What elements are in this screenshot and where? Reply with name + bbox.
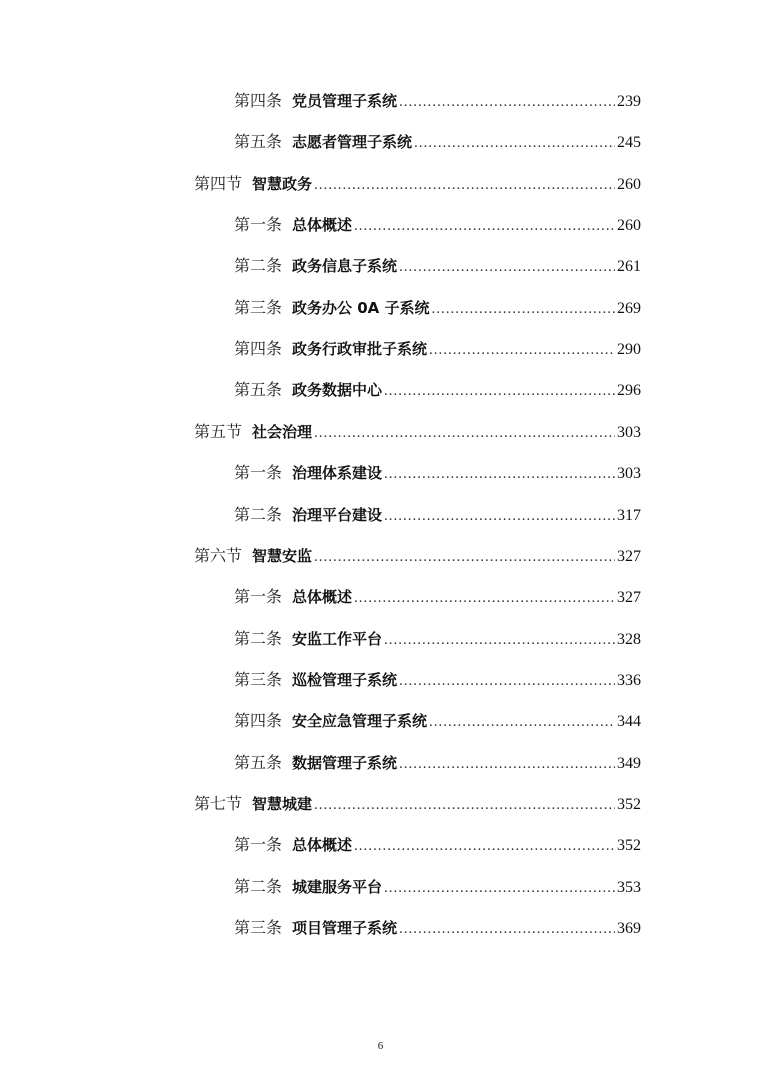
toc-entry-label: 第五节 [194, 423, 243, 441]
toc-entry-title: 社会治理 [252, 422, 313, 441]
toc-entry-label: 第三条 [234, 299, 283, 317]
toc-entry-page: 261 [617, 258, 641, 276]
toc-entry-page: 260 [617, 175, 641, 193]
toc-entry-page: 353 [617, 878, 641, 896]
toc-entry-label: 第四条 [234, 713, 283, 731]
toc-article-entry [234, 129, 641, 155]
toc-dot-leader [384, 378, 615, 404]
toc-entry-title: 治理平台建设 [292, 505, 383, 524]
toc-article-entry [234, 377, 641, 403]
toc-dot-leader [432, 296, 615, 322]
toc-entry-label: 第五条 [234, 382, 283, 400]
toc-entry-label: 第三条 [234, 671, 283, 689]
toc-article-entry [234, 295, 641, 321]
toc-section-entry [194, 543, 641, 569]
toc-entry-page: 328 [617, 630, 641, 648]
toc-entry-label: 第七节 [194, 795, 243, 813]
toc-entry-label: 第三条 [234, 920, 283, 937]
toc-dot-leader [399, 751, 615, 777]
toc-article-entry [234, 708, 641, 734]
toc-entry-page: 327 [617, 589, 641, 607]
toc-dot-leader [399, 89, 615, 115]
toc-entry-page: 290 [617, 341, 641, 359]
toc-entry-label: 第四节 [194, 175, 243, 193]
toc-dot-leader [314, 792, 615, 818]
toc-section-entry [194, 419, 641, 445]
toc-entry-page: 349 [617, 754, 641, 772]
toc-dot-leader [314, 420, 615, 446]
toc-article-entry [234, 832, 641, 858]
toc-entry-title: 政务行政审批子系统 [292, 340, 428, 359]
toc-dot-leader [384, 503, 615, 529]
toc-entry-page: 336 [617, 671, 641, 689]
toc-entry-label: 第二条 [234, 258, 283, 276]
toc-entry-label: 第一条 [234, 217, 283, 235]
toc-entry-page: 327 [617, 547, 641, 565]
toc-entry-page: 269 [617, 299, 641, 317]
toc-entry-label: 第五条 [234, 754, 283, 772]
toc-entry-title: 政务信息子系统 [292, 257, 398, 276]
toc-entry-page: 260 [617, 217, 641, 235]
toc-dot-leader [429, 337, 615, 363]
toc-entry-page: 344 [617, 713, 641, 731]
toc-entry-label: 第二条 [234, 878, 283, 896]
toc-entry-page: 352 [617, 795, 641, 813]
toc-entry-title: 城建服务平台 [292, 877, 383, 896]
toc-entry-title: 智慧政务 [252, 174, 313, 193]
toc-dot-leader [399, 916, 615, 942]
toc-article-entry [234, 88, 641, 114]
toc-article-entry [234, 460, 641, 486]
page-number: 6 [377, 1040, 384, 1052]
toc-entry-title: 项目管理子系统 [292, 919, 398, 937]
toc-article-entry [234, 750, 641, 776]
toc-article-entry [234, 626, 641, 652]
toc-entry-title: 巡检管理子系统 [292, 670, 398, 689]
toc-entry-label: 第一条 [234, 837, 283, 855]
toc-dot-leader [429, 709, 615, 735]
toc-entry-title: 安监工作平台 [292, 629, 383, 648]
toc-entry-page: 239 [617, 93, 641, 110]
toc-entry-title: 智慧城建 [252, 794, 313, 813]
toc-entry-title: 智慧安监 [252, 546, 313, 565]
toc-dot-leader [354, 833, 615, 859]
toc-dot-leader [399, 254, 615, 280]
toc-article-entry [234, 212, 641, 238]
toc-dot-leader [384, 461, 615, 487]
toc-dot-leader [399, 668, 615, 694]
toc-dot-leader [354, 213, 615, 239]
toc-dot-leader [314, 544, 615, 570]
toc-entry-page: 303 [617, 423, 641, 441]
toc-entry-label: 第四条 [234, 93, 283, 110]
toc-entry-page: 245 [617, 134, 641, 152]
toc-entry-page: 352 [617, 837, 641, 855]
toc-article-entry [234, 667, 641, 693]
toc-entry-label: 第六节 [194, 547, 243, 565]
toc-dot-leader [384, 875, 615, 901]
toc-dot-leader [354, 585, 615, 611]
toc-article-entry [234, 336, 641, 362]
toc-entry-page: 296 [617, 382, 641, 400]
toc-section-entry [194, 171, 641, 197]
toc-entry-title: 治理体系建设 [292, 464, 383, 483]
toc-dot-leader [384, 627, 615, 653]
toc-entry-label: 第五条 [234, 134, 283, 152]
toc-entry-label: 第二条 [234, 506, 283, 524]
toc-entry-label: 第一条 [234, 589, 283, 607]
toc-entry-label: 第二条 [234, 630, 283, 648]
toc-entry-title: 政务办公 0A 子系统 [292, 298, 430, 317]
toc-entry-title: 总体概述 [292, 216, 353, 235]
toc-entry-title: 党员管理子系统 [292, 92, 398, 110]
toc-entry-page: 317 [617, 506, 641, 524]
toc-article-entry [234, 502, 641, 528]
toc-article-entry [234, 874, 641, 900]
toc-dot-leader [314, 172, 615, 198]
toc-article-entry [234, 584, 641, 610]
toc-entry-label: 第一条 [234, 465, 283, 483]
toc-section-entry [194, 791, 641, 817]
toc-entry-title: 数据管理子系统 [292, 753, 398, 772]
toc-entry-title: 志愿者管理子系统 [292, 133, 413, 152]
toc-entry-page: 303 [617, 465, 641, 483]
toc-entry-title: 总体概述 [292, 588, 353, 607]
toc-dot-leader [414, 130, 615, 156]
toc-entry-title: 政务数据中心 [292, 381, 383, 400]
toc-entry-title: 安全应急管理子系统 [292, 712, 428, 731]
toc-entry-title: 总体概述 [292, 836, 353, 855]
toc-entry-label: 第四条 [234, 341, 283, 359]
toc-article-entry [234, 253, 641, 279]
toc-article-entry [234, 915, 641, 941]
toc-entry-page: 369 [617, 920, 641, 937]
